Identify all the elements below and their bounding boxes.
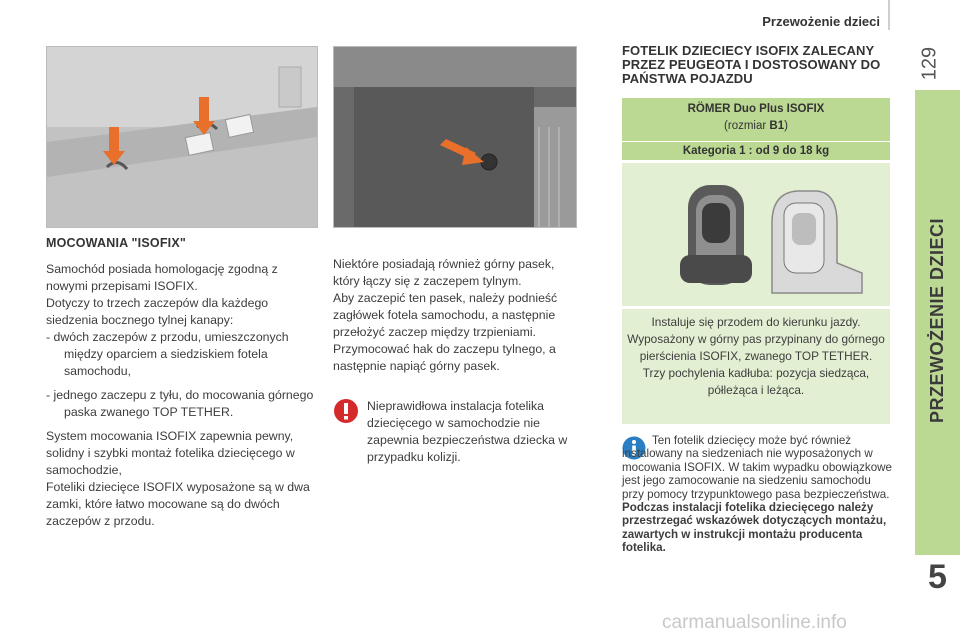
paragraph-system: System mocowania ISOFIX zapewnia pewny, solidny i szybki montaż fotelika dziecięcego w samochodzie, [46,429,295,477]
middle-column [333,256,583,375]
seat-size: (rozmiar B1) [724,120,788,132]
chapter-number: 5 [928,558,947,596]
paragraph-top-strap: Niektóre posiadają również górny pasek, który łączy się z zaczepem tylnym. [333,257,555,288]
page-number: 129 [918,46,941,81]
seat-description [622,309,890,424]
top-tether-anchor-photo [333,46,577,228]
seat-desc-tether: Wyposażony w górny pas przypinany do górnego pierścienia ISOFIX, zwanego TOP TETHER. [627,332,885,363]
seat-name-box [622,98,890,141]
info-block [622,434,892,555]
info-text: Ten fotelik dziecięcy może być również instalowany na siedzeniach nie wyposażonych w mocowania ISOFIX. W takim wypadku obowiązkowe jest jego zamocowanie na siedzeniu samochodu przy pomocy trzypunktowego pasa bezpieczeństwa. [622,434,892,501]
paragraph-homologation: Samochód posiada homologację zgodną z nowymi przepisami ISOFIX. [46,262,278,293]
watermark: carmanualsonline.info [662,612,847,633]
isofix-heading: MOCOWANIA "ISOFIX" [46,236,186,250]
seat-desc-orientation: Instaluje się przodem do kierunku jazdy. [651,315,861,329]
seat-desc-recline: Trzy pochylenia kadłuba: pozycja siedząca, półleżąca i leżąca. [642,366,870,397]
list-item-front-anchors: - dwóch zaczepów z przodu, umieszczonych między oparciem a siedziskiem fotela samochodu, [46,330,289,378]
chapter-side-label: PRZEWOŻENIE DZIECI [927,218,947,424]
paragraph-anchors-intro: Dotyczy to trzech zaczepów dla każdego siedzenia bocznego tylnej kanapy: [46,296,269,327]
vehicle-seat-with-child-seat-icon [772,191,862,293]
left-column [46,236,316,530]
warning-text: Nieprawidłowa instalacja fotelika dziecięcego w samochodzie nie zapewnia bezpieczeństwa dziecka w przypadku kolizji. [367,399,568,464]
paragraph-attach-strap: Aby zaczepić ten pasek, należy podnieść zagłówek fotela samochodu, a następnie przełożyć zaczep między trzpieniami. Przymocować hak do zaczepu tylnego, a następnie napiąć górny pasek. [333,291,558,373]
isofix-anchors-photo [46,46,318,228]
info-bold-text: Podczas instalacji fotelika dziecięcego należy przestrzegać wskazówek dotyczących montażu, zawartych w instrukcji montażu producenta fotelika. [622,501,887,555]
paragraph-locks: Foteliki dziecięce ISOFIX wyposażone są w dwa zamki, które łatwo mocowane są do dwóch zaczepów z przodu. [46,480,310,528]
boot-illustration [334,47,576,227]
rear-seat-illustration [47,47,317,227]
running-header: Przewożenie dzieci [762,14,880,29]
isofix-body [46,261,316,530]
seat-name: RÖMER Duo Plus ISOFIX [687,103,825,115]
child-seat-icon [680,185,752,285]
header-divider-vertical [888,0,890,30]
recommended-seat-title: FOTELIK DZIECIECY ISOFIX ZALECANY PRZEZ PEUGEOTA I DOSTOSOWANY DO PAŃSTWA POJAZDU [622,43,881,86]
list-item-rear-anchor: - jednego zaczepu z tyłu, do mocowania górnego paska zwanego TOP TETHER. [46,388,314,419]
seat-category: Kategoria 1 : od 9 do 18 kg [622,142,890,160]
child-seat-images [622,163,890,306]
warning-icon [333,398,359,424]
chapter-side-tab [915,90,960,555]
